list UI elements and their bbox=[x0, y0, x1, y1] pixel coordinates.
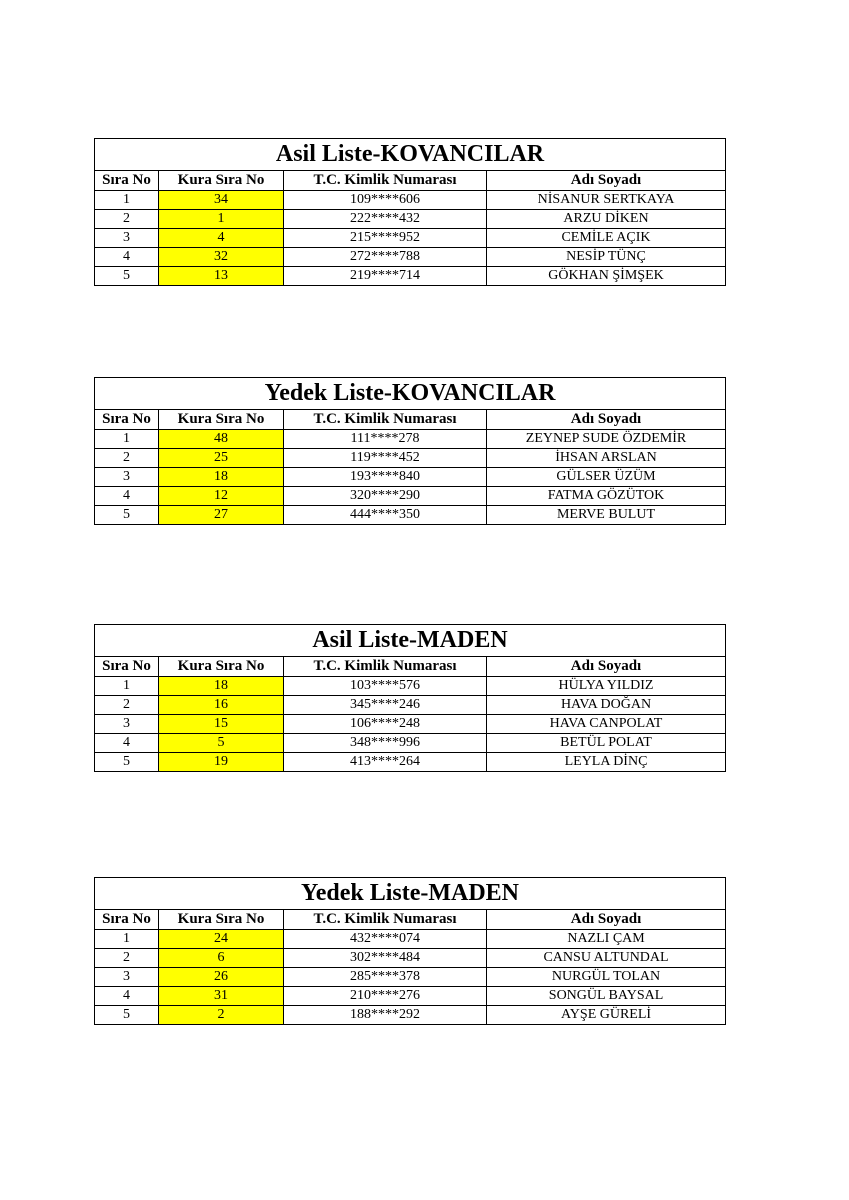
tc-cell: 348****996 bbox=[284, 734, 487, 753]
tc-cell: 272****788 bbox=[284, 248, 487, 267]
kura-cell: 32 bbox=[159, 248, 284, 267]
sira-cell: 5 bbox=[95, 753, 159, 772]
sira-cell: 3 bbox=[95, 968, 159, 987]
kura-cell: 15 bbox=[159, 715, 284, 734]
name-cell: HAVA DOĞAN bbox=[487, 696, 726, 715]
kura-cell: 27 bbox=[159, 506, 284, 525]
name-cell: GÜLSER ÜZÜM bbox=[487, 468, 726, 487]
table-row bbox=[95, 949, 726, 968]
tc-cell: 215****952 bbox=[284, 229, 487, 248]
kura-cell: 13 bbox=[159, 267, 284, 286]
kura-cell: 34 bbox=[159, 191, 284, 210]
sira-cell: 4 bbox=[95, 987, 159, 1006]
asil-liste-kovancilar-table bbox=[94, 138, 726, 286]
name-cell: İHSAN ARSLAN bbox=[487, 449, 726, 468]
yedek-liste-maden-table bbox=[94, 877, 726, 1025]
name-cell: NURGÜL TOLAN bbox=[487, 968, 726, 987]
kura-cell: 26 bbox=[159, 968, 284, 987]
name-cell: LEYLA DİNÇ bbox=[487, 753, 726, 772]
sira-cell: 1 bbox=[95, 191, 159, 210]
table-row bbox=[95, 968, 726, 987]
name-cell: HÜLYA YILDIZ bbox=[487, 677, 726, 696]
header-adi-soyadi: Adı Soyadı bbox=[487, 410, 726, 430]
tc-cell: 444****350 bbox=[284, 506, 487, 525]
table-title: Asil Liste-MADEN bbox=[95, 625, 726, 657]
header-sira-no: Sıra No bbox=[95, 171, 159, 191]
table-row bbox=[95, 267, 726, 286]
tc-cell: 345****246 bbox=[284, 696, 487, 715]
kura-cell: 19 bbox=[159, 753, 284, 772]
sira-cell: 1 bbox=[95, 930, 159, 949]
header-sira-no: Sıra No bbox=[95, 657, 159, 677]
table-row bbox=[95, 468, 726, 487]
sira-cell: 1 bbox=[95, 677, 159, 696]
sira-cell: 3 bbox=[95, 715, 159, 734]
sira-cell: 5 bbox=[95, 267, 159, 286]
kura-cell: 48 bbox=[159, 430, 284, 449]
sira-cell: 2 bbox=[95, 696, 159, 715]
sira-cell: 4 bbox=[95, 248, 159, 267]
asil-liste-maden-table bbox=[94, 624, 726, 772]
name-cell: SONGÜL BAYSAL bbox=[487, 987, 726, 1006]
tc-cell: 109****606 bbox=[284, 191, 487, 210]
name-cell: MERVE BULUT bbox=[487, 506, 726, 525]
tc-cell: 188****292 bbox=[284, 1006, 487, 1025]
tc-cell: 285****378 bbox=[284, 968, 487, 987]
table-row bbox=[95, 1006, 726, 1025]
tc-cell: 106****248 bbox=[284, 715, 487, 734]
name-cell: NESİP TÜNÇ bbox=[487, 248, 726, 267]
kura-cell: 2 bbox=[159, 1006, 284, 1025]
table-row bbox=[95, 191, 726, 210]
header-kura-sira-no: Kura Sıra No bbox=[159, 657, 284, 677]
table-row bbox=[95, 677, 726, 696]
header-sira-no: Sıra No bbox=[95, 410, 159, 430]
name-cell: GÖKHAN ŞİMŞEK bbox=[487, 267, 726, 286]
table-row bbox=[95, 210, 726, 229]
header-sira-no: Sıra No bbox=[95, 910, 159, 930]
kura-cell: 12 bbox=[159, 487, 284, 506]
name-cell: FATMA GÖZÜTOK bbox=[487, 487, 726, 506]
kura-cell: 1 bbox=[159, 210, 284, 229]
name-cell: ZEYNEP SUDE ÖZDEMİR bbox=[487, 430, 726, 449]
header-adi-soyadi: Adı Soyadı bbox=[487, 171, 726, 191]
name-cell: ARZU DİKEN bbox=[487, 210, 726, 229]
sira-cell: 2 bbox=[95, 449, 159, 468]
sira-cell: 3 bbox=[95, 468, 159, 487]
tc-cell: 193****840 bbox=[284, 468, 487, 487]
name-cell: AYŞE GÜRELİ bbox=[487, 1006, 726, 1025]
header-kura-sira-no: Kura Sıra No bbox=[159, 171, 284, 191]
kura-cell: 18 bbox=[159, 468, 284, 487]
header-tc-kimlik: T.C. Kimlik Numarası bbox=[284, 410, 487, 430]
table-row bbox=[95, 430, 726, 449]
header-tc-kimlik: T.C. Kimlik Numarası bbox=[284, 171, 487, 191]
sira-cell: 3 bbox=[95, 229, 159, 248]
table-row bbox=[95, 987, 726, 1006]
name-cell: CEMİLE AÇIK bbox=[487, 229, 726, 248]
name-cell: NİSANUR SERTKAYA bbox=[487, 191, 726, 210]
header-kura-sira-no: Kura Sıra No bbox=[159, 410, 284, 430]
tc-cell: 103****576 bbox=[284, 677, 487, 696]
kura-cell: 24 bbox=[159, 930, 284, 949]
name-cell: NAZLI ÇAM bbox=[487, 930, 726, 949]
tc-cell: 219****714 bbox=[284, 267, 487, 286]
header-kura-sira-no: Kura Sıra No bbox=[159, 910, 284, 930]
name-cell: CANSU ALTUNDAL bbox=[487, 949, 726, 968]
table-title: Yedek Liste-KOVANCILAR bbox=[95, 378, 726, 410]
header-tc-kimlik: T.C. Kimlik Numarası bbox=[284, 657, 487, 677]
table-row bbox=[95, 487, 726, 506]
kura-cell: 31 bbox=[159, 987, 284, 1006]
table-row bbox=[95, 715, 726, 734]
table-row bbox=[95, 753, 726, 772]
table-title: Yedek Liste-MADEN bbox=[95, 878, 726, 910]
sira-cell: 1 bbox=[95, 430, 159, 449]
table-row bbox=[95, 506, 726, 525]
table-title: Asil Liste-KOVANCILAR bbox=[95, 139, 726, 171]
sira-cell: 5 bbox=[95, 506, 159, 525]
kura-cell: 6 bbox=[159, 949, 284, 968]
sira-cell: 5 bbox=[95, 1006, 159, 1025]
table-row bbox=[95, 229, 726, 248]
header-tc-kimlik: T.C. Kimlik Numarası bbox=[284, 910, 487, 930]
table-row bbox=[95, 696, 726, 715]
table-row bbox=[95, 449, 726, 468]
tc-cell: 222****432 bbox=[284, 210, 487, 229]
kura-cell: 4 bbox=[159, 229, 284, 248]
sira-cell: 2 bbox=[95, 949, 159, 968]
tc-cell: 302****484 bbox=[284, 949, 487, 968]
name-cell: BETÜL POLAT bbox=[487, 734, 726, 753]
yedek-liste-kovancilar-table bbox=[94, 377, 726, 525]
name-cell: HAVA CANPOLAT bbox=[487, 715, 726, 734]
table-row bbox=[95, 248, 726, 267]
kura-cell: 18 bbox=[159, 677, 284, 696]
tc-cell: 210****276 bbox=[284, 987, 487, 1006]
tc-cell: 320****290 bbox=[284, 487, 487, 506]
sira-cell: 2 bbox=[95, 210, 159, 229]
header-adi-soyadi: Adı Soyadı bbox=[487, 910, 726, 930]
kura-cell: 16 bbox=[159, 696, 284, 715]
tc-cell: 413****264 bbox=[284, 753, 487, 772]
table-row bbox=[95, 734, 726, 753]
sira-cell: 4 bbox=[95, 487, 159, 506]
kura-cell: 25 bbox=[159, 449, 284, 468]
header-adi-soyadi: Adı Soyadı bbox=[487, 657, 726, 677]
tc-cell: 119****452 bbox=[284, 449, 487, 468]
tc-cell: 111****278 bbox=[284, 430, 487, 449]
kura-cell: 5 bbox=[159, 734, 284, 753]
table-row bbox=[95, 930, 726, 949]
tc-cell: 432****074 bbox=[284, 930, 487, 949]
sira-cell: 4 bbox=[95, 734, 159, 753]
